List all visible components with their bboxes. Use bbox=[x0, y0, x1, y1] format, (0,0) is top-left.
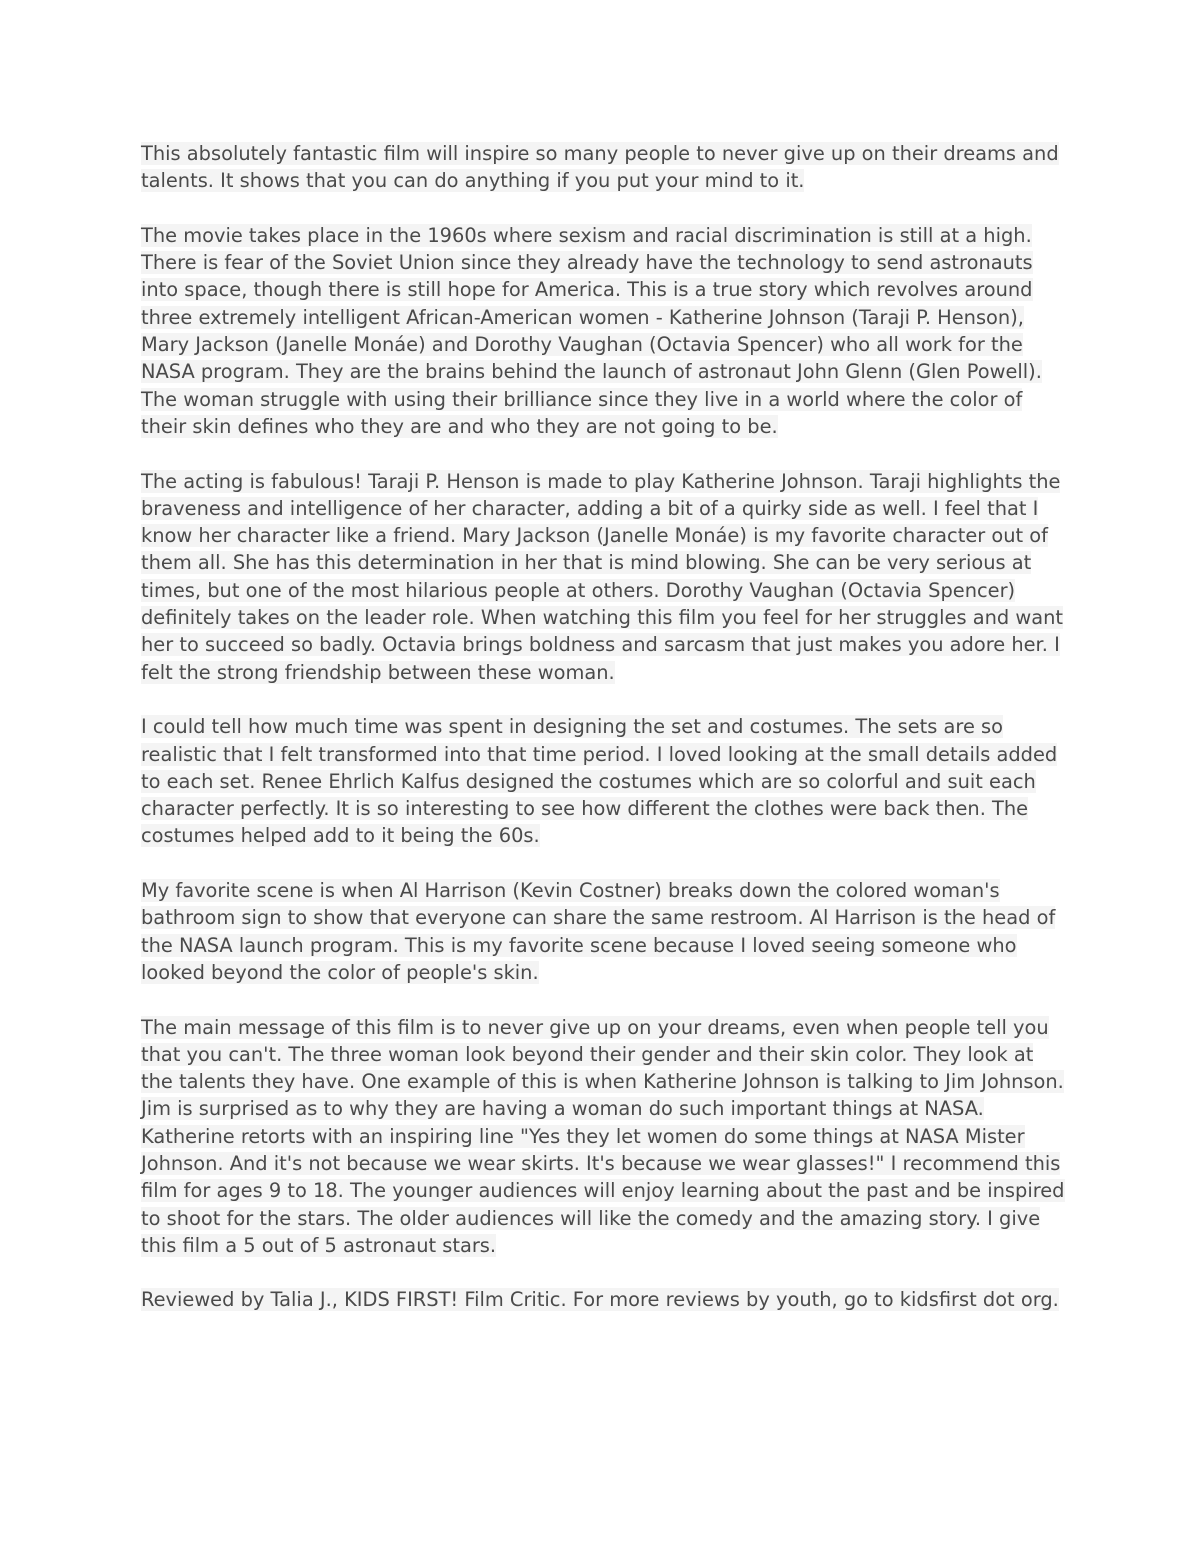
paragraph-intro-text: This absolutely fantastic film will inspire so many people to never give up on their dreams and talents. It shows that you can do anything if you put your mind to it. bbox=[141, 142, 1059, 193]
paragraph-message-text: The main message of this film is to never give up on your dreams, even when people tell you that you can't. The three woman look beyond their gender and their skin color. They look at the talents they have. One example of this is when Katherine Johnson is talking to Jim Johnson. Jim is surprised as to why they are having a woman do such important things at NASA. Katherine retorts with an inspiring line "Yes they let women do some things at NASA Mister Johnson. And it's not because we wear skirts. It's because we wear glasses!" I recommend this film for ages 9 to 18. The younger audiences will enjoy learning about the past and be inspired to shoot for the stars. The older audiences will like the comedy and the amazing story. I give this film a 5 out of 5 astronaut stars. bbox=[141, 1015, 1065, 1257]
paragraph-byline bbox=[141, 1286, 1066, 1313]
paragraph-favorite-scene bbox=[141, 877, 1066, 986]
paragraph-acting bbox=[141, 468, 1066, 686]
paragraph-favorite-scene-text: My favorite scene is when Al Harrison (Kevin Costner) breaks down the colored woman's bathroom sign to show that everyone can share the same restroom. Al Harrison is the head of the NASA launch program. This is my favorite scene because I loved seeing someone who looked beyond the color of people's skin. bbox=[141, 879, 1056, 984]
paragraph-plot bbox=[141, 222, 1066, 440]
paragraph-sets-costumes-text: I could tell how much time was spent in designing the set and costumes. The sets are so realistic that I felt transformed into that time period. I loved looking at the small details added to each set. Renee Ehrlich Kalfus designed the costumes which are so colorful and suit each character perfectly. It is so interesting to see how different the clothes were back then. The costumes helped add to it being the 60s. bbox=[141, 715, 1058, 848]
review-body bbox=[141, 140, 1066, 1341]
paragraph-plot-text: The movie takes place in the 1960s where sexism and racial discrimination is still at a high. There is fear of the Soviet Union since they already have the technology to send astronauts into space, though there is still hope for America. This is a true story which revolves around three extremely intelligent African-American women - Katherine Johnson (Taraji P. Henson), Mary Jackson (Janelle Monáe) and Dorothy Vaughan (Octavia Spencer) who all work for the NASA program. They are the brains behind the launch of astronaut John Glenn (Glen Powell). The woman struggle with using their brilliance since they live in a world where the color of their skin defines who they are and who they are not going to be. bbox=[141, 223, 1042, 438]
paragraph-sets-costumes bbox=[141, 713, 1066, 849]
paragraph-byline-text: Reviewed by Talia J., KIDS FIRST! Film Critic. For more reviews by youth, go to kidsfirst dot org. bbox=[141, 1288, 1059, 1312]
paragraph-message bbox=[141, 1014, 1066, 1260]
paragraph-acting-text: The acting is fabulous! Taraji P. Henson is made to play Katherine Johnson. Taraji highlights the braveness and intelligence of her character, adding a bit of a quirky side as well. I feel that I know her character like a friend. Mary Jackson (Janelle Monáe) is my favorite character out of them all. She has this determination in her that is mind blowing. She can be very serious at times, but one of the most hilarious people at others. Dorothy Vaughan (Octavia Spencer) definitely takes on the leader role. When watching this film you feel for her struggles and want her to succeed so badly. Octavia brings boldness and sarcasm that just makes you adore her. I felt the strong friendship between these woman. bbox=[141, 469, 1063, 684]
paragraph-intro bbox=[141, 140, 1066, 195]
